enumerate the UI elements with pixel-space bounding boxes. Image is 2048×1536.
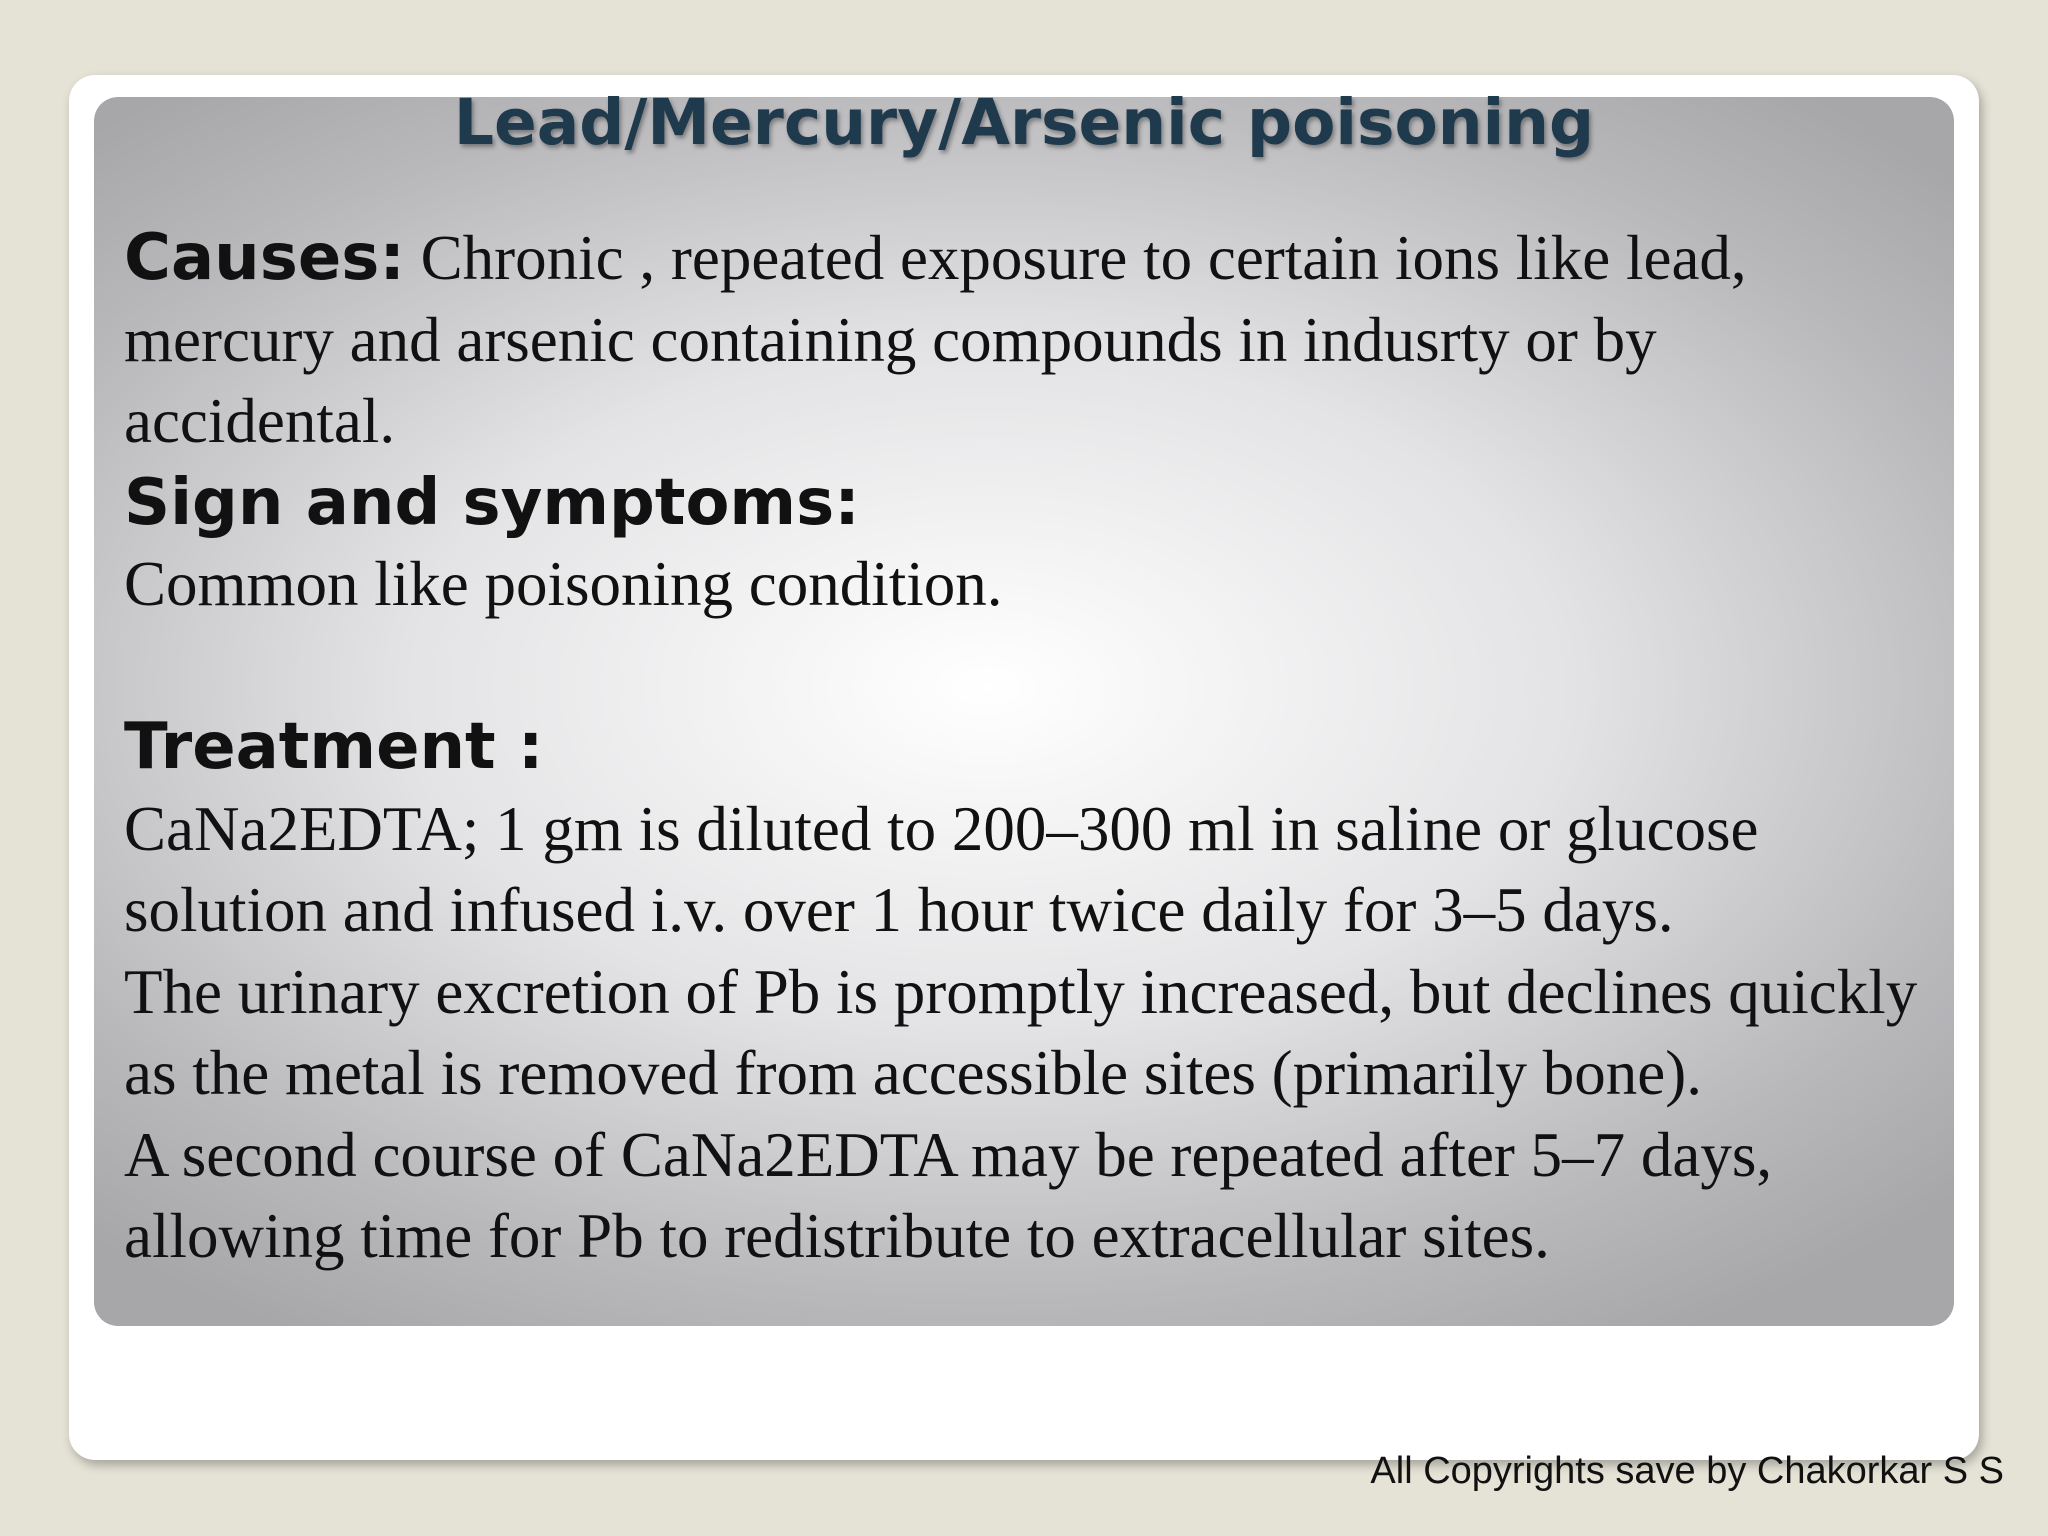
treatment-paragraph: The urinary excretion of Pb is promptly increased, but declines quickly as the metal is removed from accessible sites (primarily bone). bbox=[124, 956, 1918, 1108]
slide-title: Lead/Mercury/Arsenic poisoning bbox=[453, 86, 1595, 159]
causes-text: Chronic , repeated exposure to certain ions like lead, mercury and arsenic containing compounds in indusrty or by accidental. bbox=[124, 223, 1747, 456]
treatment-paragraph: A second course of CaNa2EDTA may be repeated after 5–7 days, allowing time for Pb to redistribute to extracellular sites. bbox=[124, 1119, 1773, 1271]
section-spacer bbox=[124, 626, 1924, 708]
signs-heading: Sign and symptoms: bbox=[124, 465, 860, 540]
copyright-footer: All Copyrights save by Chakorkar S S bbox=[1370, 1450, 2004, 1492]
slide-content bbox=[124, 218, 1924, 1278]
causes-paragraph bbox=[124, 218, 1924, 463]
causes-heading: Causes: bbox=[124, 221, 405, 295]
signs-text: Common like poisoning condition. bbox=[124, 549, 1003, 619]
treatment-heading: Treatment : bbox=[124, 710, 544, 784]
treatment-paragraph: CaNa2EDTA; 1 gm is diluted to 200–300 ml in saline or glucose solution and infused i.v. over 1 hour twice daily for 3–5 days. bbox=[124, 793, 1759, 945]
